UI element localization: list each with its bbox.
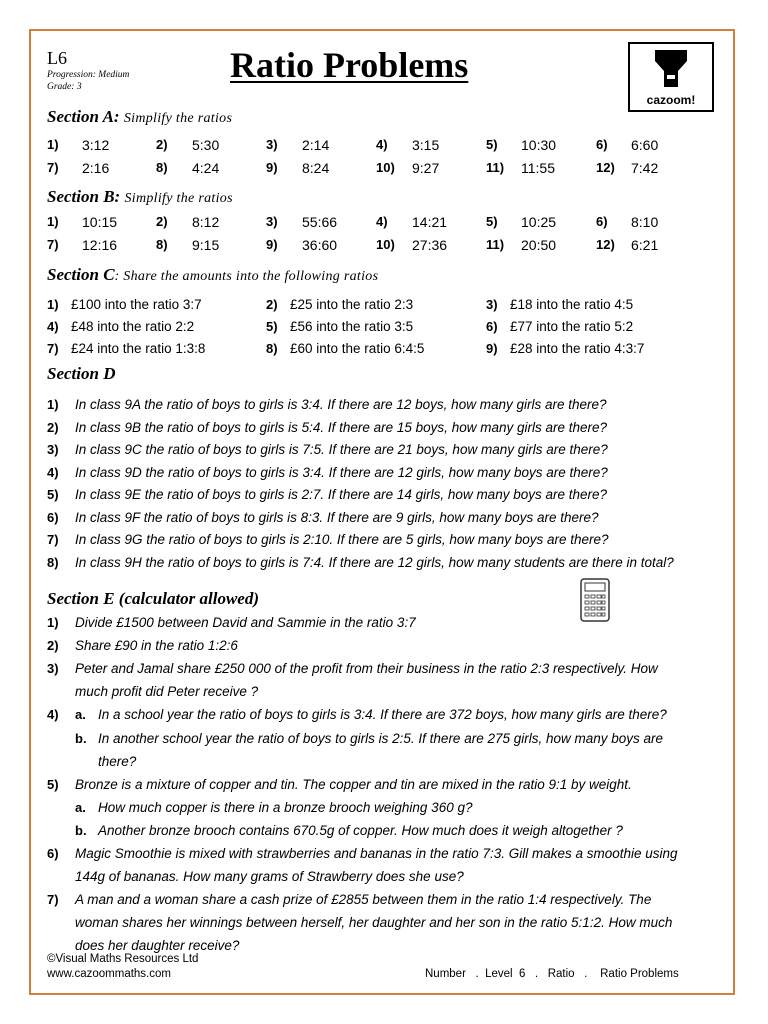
question-number: 6)	[47, 846, 59, 861]
share-question: £24 into the ratio 1:3:8	[71, 341, 206, 356]
ratio-value: 14:21	[412, 214, 448, 230]
question-number: 1)	[47, 297, 59, 312]
calculator-icon	[580, 578, 610, 622]
ratio-value: 3:15	[412, 137, 440, 153]
question-number: 2)	[156, 137, 168, 152]
ratio-value: 8:10	[631, 214, 659, 230]
question-number: 6)	[486, 319, 498, 334]
question-number: 7)	[47, 237, 59, 252]
question-number: 4)	[47, 707, 59, 723]
ratio-value: 12:16	[82, 237, 118, 253]
share-question: £28 into the ratio 4:3:7	[510, 341, 645, 356]
ratio-value: 4:24	[192, 160, 220, 176]
question-number: 9)	[266, 160, 278, 175]
question-number: 7)	[47, 892, 59, 908]
ratio-value: 7:42	[631, 160, 659, 176]
level-label: L6	[47, 48, 67, 68]
ratio-value: 9:15	[192, 237, 220, 253]
section-a-heading: Section A: Simplify the ratios	[47, 107, 233, 126]
question-number: 5)	[486, 137, 498, 152]
page-title: Ratio Problems	[230, 45, 469, 85]
word-problem-line: Peter and Jamal share £250 000 of the profit from their business in the ratio 2:3 respectively. How	[75, 661, 658, 677]
ratio-value: 6:21	[631, 237, 659, 253]
word-problem-line: much profit did Peter receive ?	[75, 684, 259, 700]
question-number: 9)	[486, 341, 498, 356]
share-question: £77 into the ratio 5:2	[510, 319, 634, 334]
question-number: 2)	[47, 419, 59, 435]
word-problem-line: there?	[98, 753, 137, 769]
ratio-value: 20:50	[521, 237, 557, 253]
question-number: 4)	[376, 214, 388, 229]
question-number: 5)	[47, 776, 59, 792]
ratio-value: 27:36	[412, 237, 448, 253]
question-number: 2)	[266, 297, 278, 312]
word-problem: In class 9C the ratio of boys to girls is 7:5. If there are 21 boys, how many girls are there?	[75, 442, 608, 457]
section-d-heading: Section D	[47, 364, 116, 383]
word-problem: In class 9A the ratio of boys to girls is 3:4. If there are 12 boys, how many girls are there?	[75, 397, 607, 412]
ratio-value: 11:55	[521, 160, 555, 176]
question-number: 6)	[596, 137, 608, 152]
word-problem: In class 9G the ratio of boys to girls is 2:10. If there are 5 girls, how many boys are there?	[75, 532, 609, 547]
question-number: 2)	[156, 214, 168, 229]
question-number: 9)	[266, 237, 278, 252]
footer-copyright: ©Visual Maths Resources Ltd	[47, 953, 199, 965]
question-number: 8)	[47, 554, 59, 570]
footer-breadcrumb: Number . Level 6 . Ratio . Ratio Problems	[425, 968, 679, 980]
question-number: 3)	[266, 214, 278, 229]
question-number: 3)	[47, 661, 59, 677]
word-problem: In class 9H the ratio of boys to girls is 7:4. If there are 12 girls, how many students are there in total?	[75, 554, 674, 570]
share-question: £60 into the ratio 6:4:5	[290, 341, 425, 356]
ratio-value: 2:14	[302, 137, 330, 153]
ratio-value: 8:24	[302, 160, 330, 176]
question-number: 3)	[47, 442, 59, 457]
question-number: 10)	[376, 160, 395, 175]
share-question: £56 into the ratio 3:5	[290, 319, 414, 334]
section-e-heading: Section E (calculator allowed)	[47, 589, 260, 608]
question-number: 3)	[266, 137, 278, 152]
question-number: 4)	[376, 137, 388, 152]
footer-website: www.cazoommaths.com	[47, 968, 171, 980]
word-problem-line: In a school year the ratio of boys to girls is 3:4. If there are 372 boys, how many girls are there?	[98, 707, 667, 723]
word-problem-line: Another bronze brooch contains 670.5g of copper. How much does it weigh altogether ?	[98, 822, 623, 838]
word-problem-line: Bronze is a mixture of copper and tin. The copper and tin are mixed in the ratio 9:1 by weight.	[75, 776, 632, 792]
ratio-value: 36:60	[302, 237, 338, 253]
question-number: 4)	[47, 319, 59, 334]
word-problem: In class 9B the ratio of boys to girls is 5:4. If there are 15 boys, how many girls are there?	[75, 419, 608, 435]
ratio-value: 10:15	[82, 214, 118, 230]
question-number: 8)	[266, 341, 278, 356]
word-problem: In class 9F the ratio of boys to girls is 8:3. If there are 9 girls, how many boys are there?	[75, 509, 599, 525]
question-number: 8)	[156, 237, 168, 252]
question-number: 5)	[47, 487, 59, 502]
question-number: 7)	[47, 532, 59, 547]
question-number: 1)	[47, 615, 59, 630]
word-problem-line: woman shares her winnings between herself, her daughter and her son in the ratio 5:1:2. How much	[75, 915, 673, 931]
word-problem-line: 144g of bananas. How many grams of Strawberry does she use?	[75, 869, 464, 885]
cazoom-logo-icon	[654, 49, 688, 93]
share-question: £25 into the ratio 2:3	[290, 297, 414, 312]
share-question: £18 into the ratio 4:5	[510, 297, 634, 312]
cazoom-logo	[628, 42, 714, 112]
word-problem-line: How much copper is there in a bronze brooch weighing 360 g?	[98, 799, 473, 815]
ratio-value: 5:30	[192, 137, 220, 153]
sub-question-letter: a.	[75, 707, 86, 723]
question-number: 5)	[266, 319, 278, 334]
share-question: £100 into the ratio 3:7	[71, 297, 202, 312]
ratio-value: 55:66	[302, 214, 338, 230]
question-number: 6)	[596, 214, 608, 229]
sub-question-letter: b.	[75, 822, 87, 838]
ratio-value: 8:12	[192, 214, 220, 230]
question-number: 1)	[47, 137, 59, 152]
question-number: 1)	[47, 397, 59, 412]
progression-label: Progression: Medium	[47, 70, 130, 80]
question-number: 5)	[486, 214, 498, 229]
question-number: 6)	[47, 509, 59, 525]
question-number: 12)	[596, 237, 615, 252]
ratio-value: 6:60	[631, 137, 659, 153]
question-number: 11)	[486, 237, 505, 252]
question-number: 4)	[47, 464, 59, 480]
question-number: 3)	[486, 297, 498, 312]
question-number: 8)	[156, 160, 168, 175]
grade-label: Grade: 3	[47, 82, 82, 92]
word-problem-line: A man and a woman share a cash prize of £2855 between them in the ratio 1:4 respectively. The	[75, 892, 652, 908]
question-number: 10)	[376, 237, 395, 252]
word-problem-line: Divide £1500 between David and Sammie in the ratio 3:7	[75, 615, 416, 630]
share-question: £48 into the ratio 2:2	[71, 319, 195, 334]
ratio-value: 10:25	[521, 214, 557, 230]
sub-question-letter: a.	[75, 799, 86, 815]
word-problem-line: does her daughter receive?	[75, 938, 240, 954]
ratio-value: 9:27	[412, 160, 440, 176]
ratio-value: 10:30	[521, 137, 557, 153]
question-number: 12)	[596, 160, 615, 175]
section-b-heading: Section B: Simplify the ratios	[47, 187, 233, 206]
section-c-heading: Section C: Share the amounts into the following ratios	[47, 265, 379, 284]
question-number: 7)	[47, 341, 59, 356]
word-problem-line: In another school year the ratio of boys to girls is 2:5. If there are 275 girls, how many boys are	[98, 730, 664, 746]
word-problem-line: Share £90 in the ratio 1:2:6	[75, 638, 238, 654]
word-problem-line: Magic Smoothie is mixed with strawberries and bananas in the ratio 7:3. Gill makes a smoothie using	[75, 846, 678, 861]
word-problem: In class 9D the ratio of boys to girls is 3:4. If there are 12 girls, how many boys are there?	[75, 464, 608, 480]
sub-question-letter: b.	[75, 730, 87, 746]
question-number: 7)	[47, 160, 59, 175]
logo-text: cazoom!	[646, 93, 696, 107]
question-number: 1)	[47, 214, 59, 229]
word-problem: In class 9E the ratio of boys to girls is 2:7. If there are 14 girls, how many boys are there?	[75, 487, 608, 502]
question-number: 11)	[486, 160, 505, 175]
ratio-value: 2:16	[82, 160, 110, 176]
question-number: 2)	[47, 638, 59, 654]
ratio-value: 3:12	[82, 137, 110, 153]
